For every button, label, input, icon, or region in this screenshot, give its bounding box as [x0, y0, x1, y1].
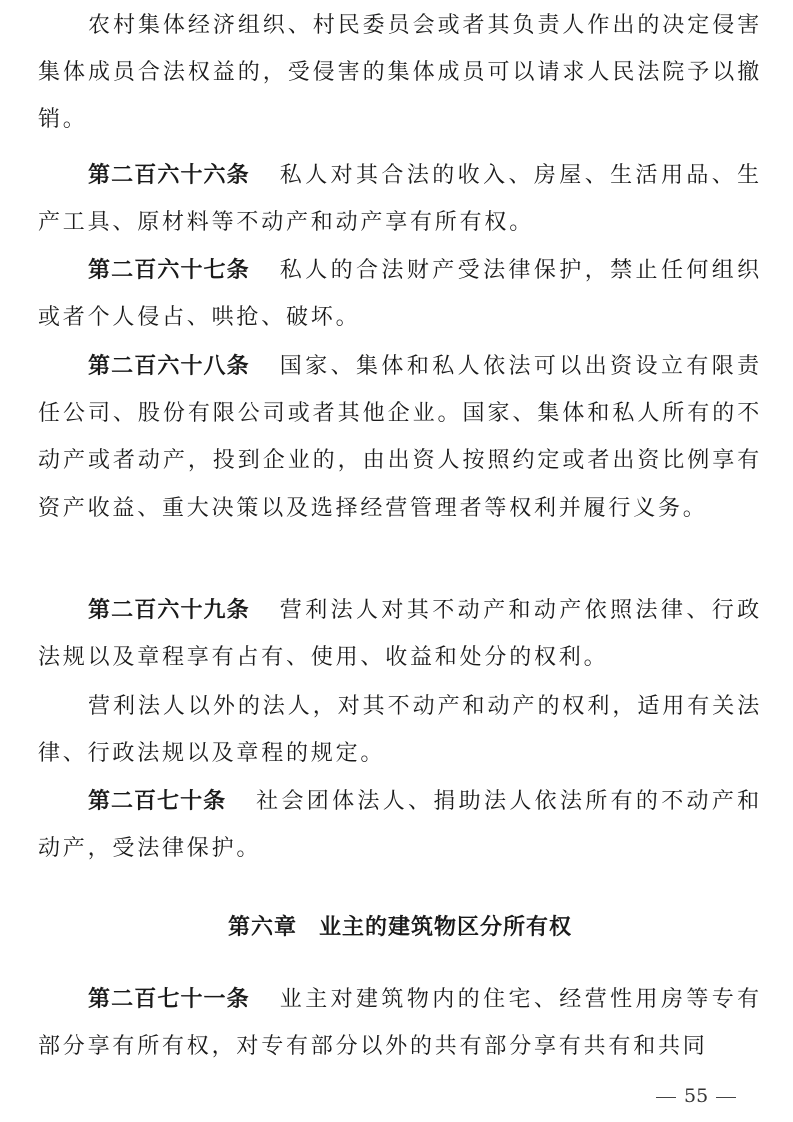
article-label: 第二百六十九条 — [88, 598, 250, 623]
article-text: 营利法人对其不动产和动产依照法律、行政法规以及章程享有占有、使用、收益和处分的权利。 — [38, 598, 762, 671]
paragraph-text: 营利法人以外的法人，对其不动产和动产的权利，适用有关法律、行政法规以及章程的规定。 — [38, 694, 762, 767]
chapter-heading — [38, 904, 762, 951]
article-270 — [38, 778, 762, 872]
paragraph-continuation — [38, 2, 762, 144]
article-label: 第二百六十八条 — [88, 354, 250, 379]
article-268 — [38, 343, 762, 532]
article-label: 第二百七十条 — [88, 789, 227, 814]
article-label: 第二百六十七条 — [88, 258, 250, 283]
paragraph-text: 农村集体经济组织、村民委员会或者其负责人作出的决定侵害集体成员合法权益的，受侵害的集体成员可以请求人民法院予以撤销。 — [38, 13, 762, 133]
article-269 — [38, 587, 762, 681]
footer-dash-left — [656, 1097, 676, 1098]
article-text: 社会团体法人、捐助法人依法所有的不动产和动产，受法律保护。 — [38, 789, 762, 862]
article-label: 第二百七十一条 — [88, 987, 250, 1012]
article-266 — [38, 152, 762, 246]
page-footer — [648, 1082, 744, 1110]
article-text: 私人的合法财产受法律保护，禁止任何组织或者个人侵占、哄抢、破坏。 — [38, 258, 762, 331]
footer-dash-right — [716, 1097, 736, 1098]
chapter-title: 业主的建筑物区分所有权 — [319, 915, 573, 940]
article-label: 第二百六十六条 — [88, 163, 250, 188]
article-267 — [38, 247, 762, 341]
article-text: 私人对其合法的收入、房屋、生活用品、生产工具、原材料等不动产和动产享有所有权。 — [38, 163, 762, 236]
article-269-paragraph-2 — [38, 683, 762, 777]
article-271 — [38, 976, 762, 1070]
article-text: 国家、集体和私人依法可以出资设立有限责任公司、股份有限公司或者其他企业。国家、集体和私人所有的不动产或者动产，投到企业的，由出资人按照约定或者出资比例享有资产收益、重大决策以及选择经营管理者等权利并履行义务。 — [38, 354, 762, 521]
article-text: 业主对建筑物内的住宅、经营性用房等专有部分享有所有权，对专有部分以外的共有部分享有共有和共同 — [38, 987, 762, 1060]
chapter-number: 第六章 — [227, 915, 297, 940]
page-number: 55 — [684, 1085, 709, 1107]
